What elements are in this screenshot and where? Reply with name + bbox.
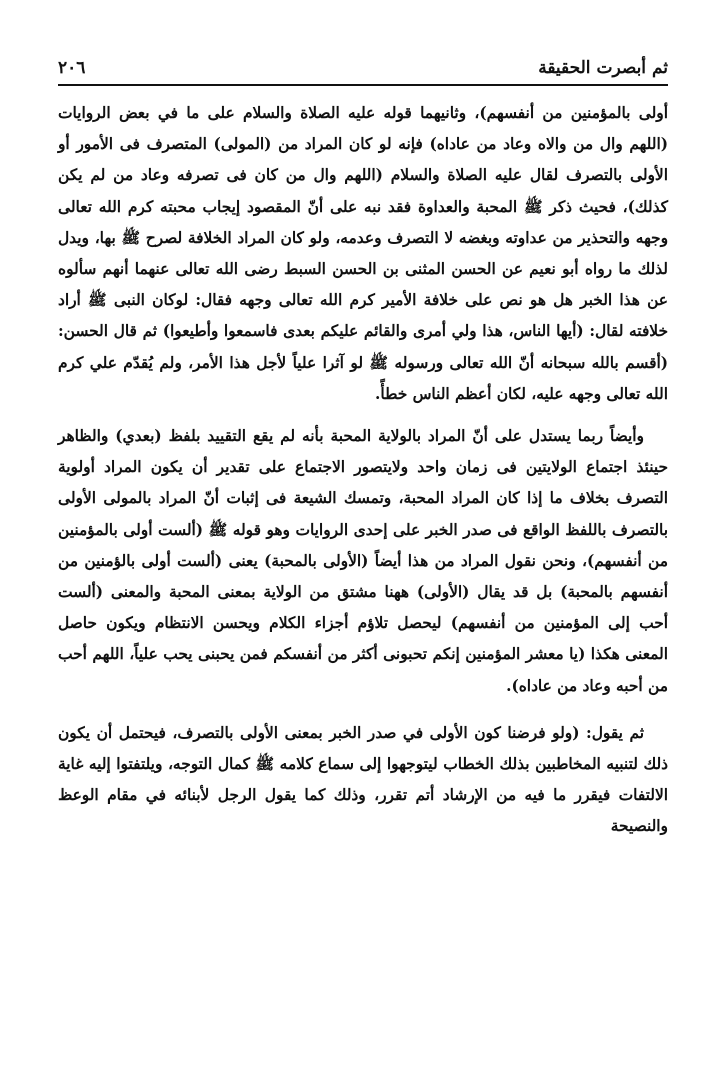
book-title: ثم أبصرت الحقيقة — [538, 58, 668, 78]
paragraph: أولى بالمؤمنين من أنفسهم)، وثانيهما قوله عليه الصلاة والسلام على ما في بعض الروايات (اللهم وال من والاه وعاد من عاداه) فإنه لو كان المراد من (المولى) المتصرف فى الأمور أو الأولى بالتصرف لقال عليه الصلاة والسلام (اللهم وال من كان فى تصرفه وعاد من لم يكن كذلك)، فحيث ذكر ﷺ المحبة والعداوة فقد نبه على أنّ المقصود إيجاب محبته كرم الله تعالى وجهه والتحذير من عداوته وبغضه لا التصرف وعدمه، ولو كان المراد الخلافة لصرح ﷺ بها، ويدل لذلك ما رواه أبو نعيم عن الحسن المثنى بن الحسن السبط رضى الله تعالى عنهما أنهم سألوه عن هذا الخبر هل هو نص على خلافة الأمير كرم الله تعالى وجهه فقال: لوكان النبى ﷺ أراد خلافته لقال: (أيها الناس، هذا ولي أمرى والقائم عليكم بعدى فاسمعوا وأطيعوا) ثم قال الحسن: (أقسم بالله سبحانه أنّ الله تعالى ورسوله ﷺ لو آثرا علياً لأجل هذا الأمر، ولم يُقدّم علي كرم الله تعالى وجهه عليه، لكان أعظم الناس خطأً. — [58, 104, 668, 403]
main-text — [58, 98, 668, 843]
paragraph: ثم يقول: (ولو فرضنا كون الأولى في صدر الخبر بمعنى الأولى بالتصرف، فيحتمل أن يكون ذلك لتنبيه المخاطبين بذلك الخطاب ليتوجهوا إلى سماع كلامه ﷺ كمال التوجه، ويلتفتوا إليه غاية الالتفات فيقرر ما فيه من الإرشاد أتم تقرر، وذلك كما يقول الرجل لأبنائه في مقام الوعظ والنصيحة — [58, 723, 668, 836]
running-header — [58, 56, 668, 90]
page-number: ٢٠٦ — [58, 58, 86, 78]
header-divider — [58, 84, 668, 86]
paragraph: وأيضاً ربما يستدل على أنّ المراد بالولاية المحبة بأنه لم يقع التقييد بلفظ (بعدي) والظاهر حينئذ اجتماع الولايتين فى زمان واحد ولايتصور الاجتماع على تقدير أن يكون المراد أولوية التصرف بخلاف ما إذا كان المراد المحبة، وتمسك الشيعة فى إثبات أنّ المراد بالمولى الأولى بالتصرف باللفظ الواقع فى صدر الخبر على إحدى الروايات وهو قوله ﷺ (ألست أولى بالمؤمنين من أنفسهم)، ونحن نقول المراد من هذا أيضاً (الأولى بالمحبة) يعنى (ألست أولى بالؤمنين من أنفسهم بالمحبة) بل قد يقال (الأولى) ههنا مشتق من الولاية بمعنى المحبة والمعنى (ألست أحب إلى المؤمنين من أنفسهم) ليحصل تلاؤم أجزاء الكلام ويحسن الانتظام ويكون حاصل المعنى هكذا (يا معشر المؤمنين إنكم تحبونى أكثر من أنفسكم فمن يحبنى يحب علياً، اللهم أحب من أحبه وعاد من عاداه). — [58, 427, 668, 695]
